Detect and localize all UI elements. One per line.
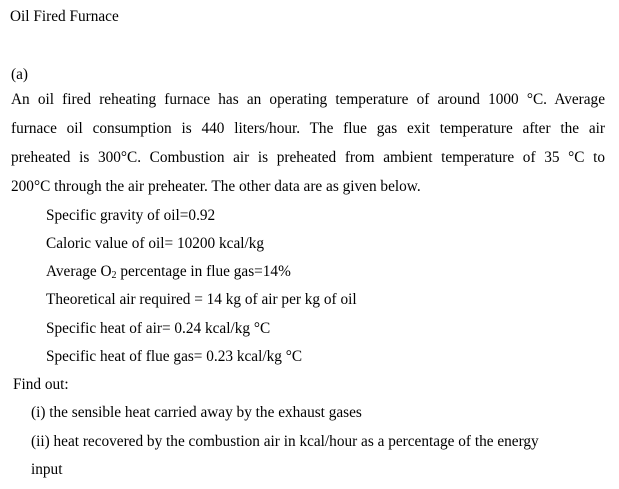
data-item-specific-heat-air: Specific heat of air= 0.24 kcal/kg °C	[46, 320, 271, 337]
question-2-continuation: input	[31, 461, 63, 478]
question-2: (ii) heat recovered by the combustion air in kcal/hour as a percentage of the energy	[31, 433, 539, 450]
question-1: (i) the sensible heat carried away by the exhaust gases	[31, 404, 362, 421]
paragraph-line-2: furnace oil consumption is 440 liters/hour. The flue gas exit temperature after the air	[11, 120, 605, 137]
find-out-label: Find out:	[13, 376, 69, 393]
o2-prefix: Average O	[46, 263, 112, 280]
data-item-specific-heat-flue-gas: Specific heat of flue gas= 0.23 kcal/kg °C	[46, 348, 303, 365]
data-item-specific-gravity: Specific gravity of oil=0.92	[46, 207, 216, 224]
o2-subscript: 2	[111, 270, 117, 281]
document-title: Oil Fired Furnace	[10, 8, 119, 25]
paragraph-line-4: 200°C through the air preheater. The other data are as given below.	[11, 178, 421, 195]
part-label: (a)	[11, 66, 28, 83]
data-item-caloric-value: Caloric value of oil= 10200 kcal/kg	[46, 235, 265, 252]
data-item-o2-percentage	[46, 263, 291, 281]
paragraph-line-3: preheated is 300°C. Combustion air is preheated from ambient temperature of 35 °C to	[11, 149, 605, 166]
o2-suffix: percentage in flue gas=14%	[116, 263, 291, 280]
data-item-theoretical-air: Theoretical air required = 14 kg of air per kg of oil	[46, 291, 357, 308]
paragraph-line-1: An oil fired reheating furnace has an operating temperature of around 1000 °C. Average	[11, 91, 605, 108]
